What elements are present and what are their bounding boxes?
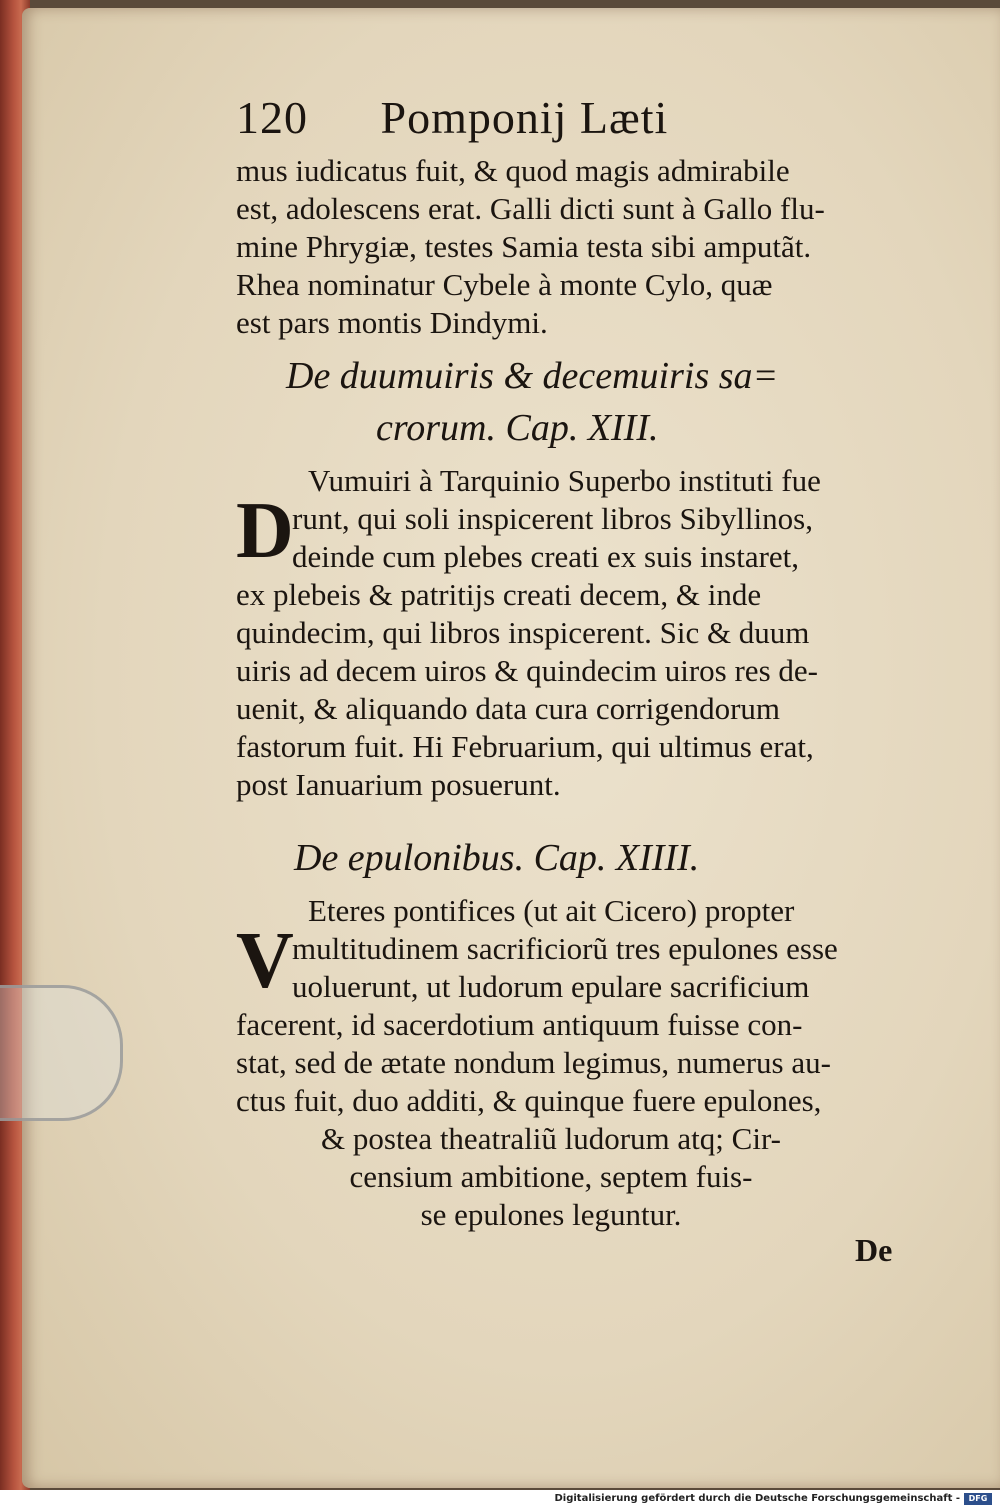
- text-line: est, adolescens erat. Galli dicti sunt à Gallo flu-: [236, 191, 825, 226]
- running-header: [236, 90, 906, 152]
- chapter-heading-continued: crorum. Cap. XIII.: [376, 407, 659, 449]
- chapter-heading: De duumuiris & decemuiris sa=: [286, 355, 779, 397]
- text-line: Eteres pontifices (ut ait Cicero) propter: [308, 893, 795, 928]
- text-line: post Ianuarium posuerunt.: [236, 767, 561, 802]
- text-line: quindecim, qui libros inspicerent. Sic & duum: [236, 615, 810, 650]
- drop-cap-initial: V: [236, 917, 294, 1005]
- text-line: facerent, id sacerdotium antiquum fuisse con-: [236, 1007, 803, 1042]
- text-line: fastorum fuit. Hi Februarium, qui ultimus erat,: [236, 729, 814, 764]
- footer-bar: [0, 1490, 1000, 1509]
- running-title: Pomponij Læti: [380, 92, 669, 143]
- page-clip: [0, 985, 123, 1121]
- text-line: mine Phrygiæ, testes Samia testa sibi amputãt.: [236, 229, 812, 264]
- text-line: mus iudicatus fuit, & quod magis admirabile: [236, 153, 790, 188]
- funding-credit: Digitalisierung gefördert durch die Deutsche Forschungsgemeinschaft -: [554, 1493, 960, 1504]
- text-line: ex plebeis & patritijs creati decem, & inde: [236, 577, 762, 612]
- text-line: deinde cum plebes creati ex suis instaret,: [292, 539, 800, 574]
- page-text: [236, 90, 906, 1234]
- text-line: Vumuiri à Tarquinio Superbo instituti fue: [308, 463, 821, 498]
- text-line: ctus fuit, duo additi, & quinque fuere epulones,: [236, 1083, 822, 1118]
- text-line: Rhea nominatur Cybele à monte Cylo, quæ: [236, 267, 773, 302]
- text-line: est pars montis Dindymi.: [236, 305, 548, 340]
- catchword: De: [855, 1232, 893, 1268]
- intro-paragraph: [236, 152, 906, 342]
- dfg-logo: DFG: [964, 1493, 992, 1505]
- text-line: stat, sed de ætate nondum legimus, numerus au-: [236, 1045, 831, 1080]
- text-line: censium ambitione, septem fuis-: [349, 1159, 753, 1194]
- drop-cap-initial: D: [236, 487, 294, 575]
- text-line: runt, qui soli inspicerent libros Sibyllinos,: [292, 501, 813, 536]
- text-line: uoluerunt, ut ludorum epulare sacrificium: [292, 969, 810, 1004]
- chapter-13-paragraph: [236, 462, 906, 804]
- page-number: 120: [236, 92, 308, 143]
- text-line: uenit, & aliquando data cura corrigendorum: [236, 691, 781, 726]
- chapter-14-paragraph: [236, 892, 906, 1234]
- text-line: uiris ad decem uiros & quindecim uiros res de-: [236, 653, 818, 688]
- chapter-heading: De epulonibus. Cap. XIIII.: [294, 837, 700, 879]
- text-line: & postea theatraliũ ludorum atq; Cir-: [321, 1121, 781, 1156]
- text-line: se epulones leguntur.: [420, 1197, 682, 1232]
- text-line: multitudinem sacrificiorũ tres epulones esse: [292, 931, 838, 966]
